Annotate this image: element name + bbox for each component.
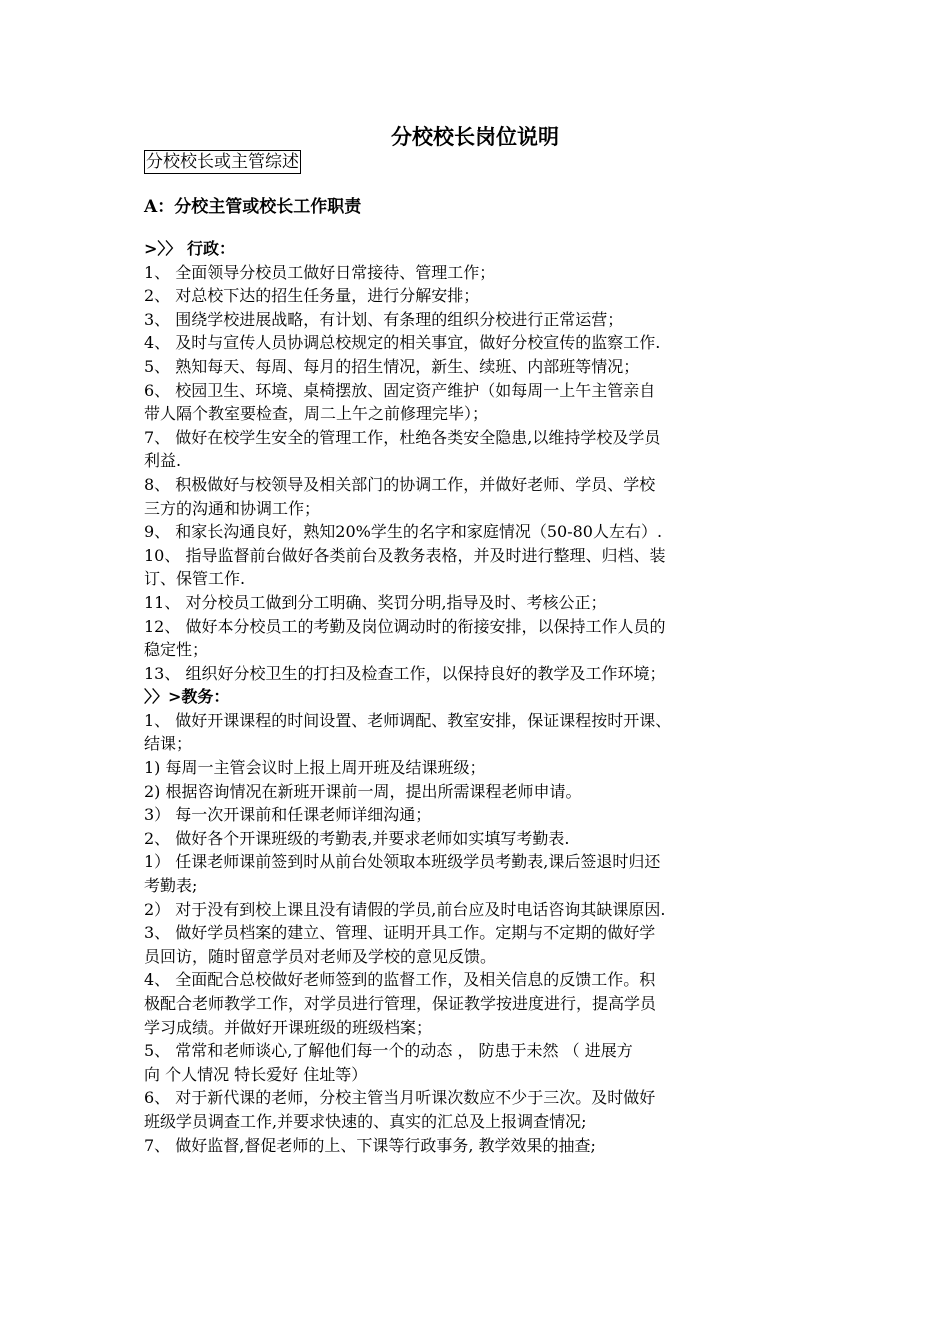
- text-line: 稳定性；: [144, 640, 209, 660]
- text-line: 9、 和家长沟通良好，熟知20%学生的名字和家庭情况（50-80人左右）.: [144, 522, 663, 542]
- text-line: 1) 每周一主管会议时上报上周开班及结课班级；: [144, 758, 486, 778]
- text-line: 6、 校园卫生、环境、桌椅摆放、固定资产维护（如每周一上午主管亲自: [144, 380, 656, 400]
- text-line: 8、 积极做好与校领导及相关部门的协调工作，并做好老师、学员、学校: [144, 474, 656, 494]
- text-line: 6、 对于新代课的老师，分校主管当月听课次数应不少于三次。及时做好: [144, 1088, 656, 1108]
- section-heading: >〉〉 行政：: [144, 239, 235, 258]
- text-line: 1、 全面领导分校员工做好日常接待、管理工作；: [144, 262, 496, 282]
- text-line: 员回访，随时留意学员对老师及学校的意见反馈。: [144, 946, 497, 966]
- text-line: 7、 做好监督,督促老师的上、下课等行政事务, 教学效果的抽查;: [144, 1135, 596, 1155]
- text-line: 2、 对总校下达的招生任务量，进行分解安排；: [144, 286, 480, 306]
- text-line: 学习成绩。并做好开课班级的班级档案；: [144, 1017, 433, 1037]
- text-line: 结课；: [144, 734, 193, 754]
- text-line: 4、 及时与宣传人员协调总校规定的相关事宜，做好分校宣传的监察工作.: [144, 333, 661, 353]
- document-body: [144, 237, 816, 1157]
- text-line: 3、 做好学员档案的建立、管理、证明开具工作。定期与不定期的做好学: [144, 923, 656, 943]
- text-line: 5、 熟知每天、每周、每月的招生情况，新生、续班、内部班等情况；: [144, 356, 640, 376]
- text-line: 12、 做好本分校员工的考勤及岗位调动时的衔接安排，以保持工作人员的: [144, 616, 666, 636]
- text-line: 利益.: [144, 451, 182, 471]
- text-line: 向 个人情况 特长爱好 住址等）: [144, 1064, 368, 1084]
- text-line: 13、 组织好分校卫生的打扫及检查工作，以保持良好的教学及工作环境；: [144, 663, 666, 683]
- page-title: 分校校长岗位说明: [391, 124, 559, 149]
- text-line: 考勤表;: [144, 876, 198, 896]
- text-line: 10、 指导监督前台做好各类前台及教务表格，并及时进行整理、归档、装: [144, 545, 666, 565]
- text-line: 3、 围绕学校进展战略，有计划、有条理的组织分校进行正常运营；: [144, 309, 624, 329]
- text-line: 班级学员调查工作,并要求快速的、真实的汇总及上报调查情况;: [144, 1111, 587, 1131]
- text-line: 3） 每一次开课前和任课老师详细沟通；: [144, 805, 432, 825]
- text-line: 带人隔个教室要检查，周二上午之前修理完毕）；: [144, 404, 489, 424]
- text-line: 2、 做好各个开课班级的考勤表,并要求老师如实填写考勤表.: [144, 828, 570, 848]
- overview-label: 分校校长或主管综述: [146, 152, 299, 172]
- text-line: 1） 任课老师课前签到时从前台处领取本班级学员考勤表,课后签退时归还: [144, 852, 661, 872]
- text-line: 1、 做好开课课程的时间设置、老师调配、教室安排，保证课程按时开课、: [144, 710, 672, 730]
- text-line: 订、保管工作.: [144, 569, 246, 589]
- text-line: 7、 做好在校学生安全的管理工作，杜绝各类安全隐患,以维持学校及学员: [144, 427, 661, 447]
- text-line: 极配合老师教学工作，对学员进行管理，保证教学按进度进行，提高学员: [144, 994, 657, 1013]
- text-line: 三方的沟通和协调工作；: [144, 498, 321, 518]
- text-line: 5、 常常和老师谈心,了解他们每一个的动态 ， 防患于未然 （ 进展方: [144, 1041, 633, 1061]
- text-line: 4、 全面配合总校做好老师签到的监督工作，及相关信息的反馈工作。积: [144, 970, 656, 990]
- section-heading: 〉〉>教务：: [144, 687, 230, 707]
- text-line: 2) 根据咨询情况在新班开课前一周，提出所需课程老师申请。: [144, 781, 582, 801]
- text-line: 2） 对于没有到校上课且没有请假的学员,前台应及时电话咨询其缺课原因.: [144, 899, 666, 919]
- section-a-heading: A：分校主管或校长工作职责: [144, 197, 362, 217]
- text-line: 11、 对分校员工做到分工明确、奖罚分明,指导及时、考核公正；: [144, 592, 607, 612]
